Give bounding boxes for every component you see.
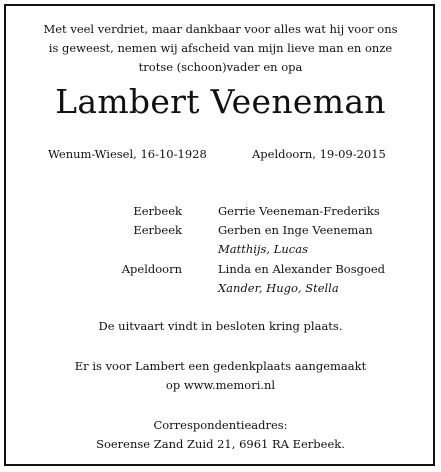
intro-line-2: is geweest, nemen wij afscheid van mijn lieve man en onze: [48, 41, 393, 55]
family-names-1: Gerrie Veeneman-Frederiks: [218, 204, 380, 218]
family-place-3: Apeldoorn: [121, 262, 182, 276]
intro-text: [0, 20, 441, 77]
intro-line-3: trotse (schoon)vader en opa: [138, 60, 303, 74]
memorial-line-1: Er is voor Lambert een gedenkplaats aangemaakt: [74, 359, 367, 373]
family-children-2: Matthijs, Lucas: [218, 242, 308, 256]
family-names-2: Gerben en Inge Veeneman: [218, 223, 373, 237]
family-children-3: Xander, Hugo, Stella: [218, 281, 339, 295]
memorial-line-2: op www.memori.nl: [165, 378, 276, 392]
birth-place-date: Wenum-Wiesel, 16-10-1928: [48, 147, 207, 161]
correspondence-label: Correspondentieadres:: [153, 418, 288, 432]
deceased-name: Lambert Veeneman: [55, 82, 386, 121]
correspondence-address: Soerense Zand Zuid 21, 6961 RA Eerbeek.: [96, 437, 345, 451]
family-place-1: Eerbeek: [133, 204, 182, 218]
family-names-3: Linda en Alexander Bosgoed: [218, 262, 386, 276]
family-place-2: Eerbeek: [133, 223, 182, 237]
funeral-notice: De uitvaart vindt in besloten kring plaats.: [98, 319, 343, 333]
death-place-date: Apeldoorn, 19-09-2015: [252, 147, 386, 161]
intro-line-1: Met veel verdriet, maar dankbaar voor alles wat hij voor ons: [43, 22, 398, 36]
